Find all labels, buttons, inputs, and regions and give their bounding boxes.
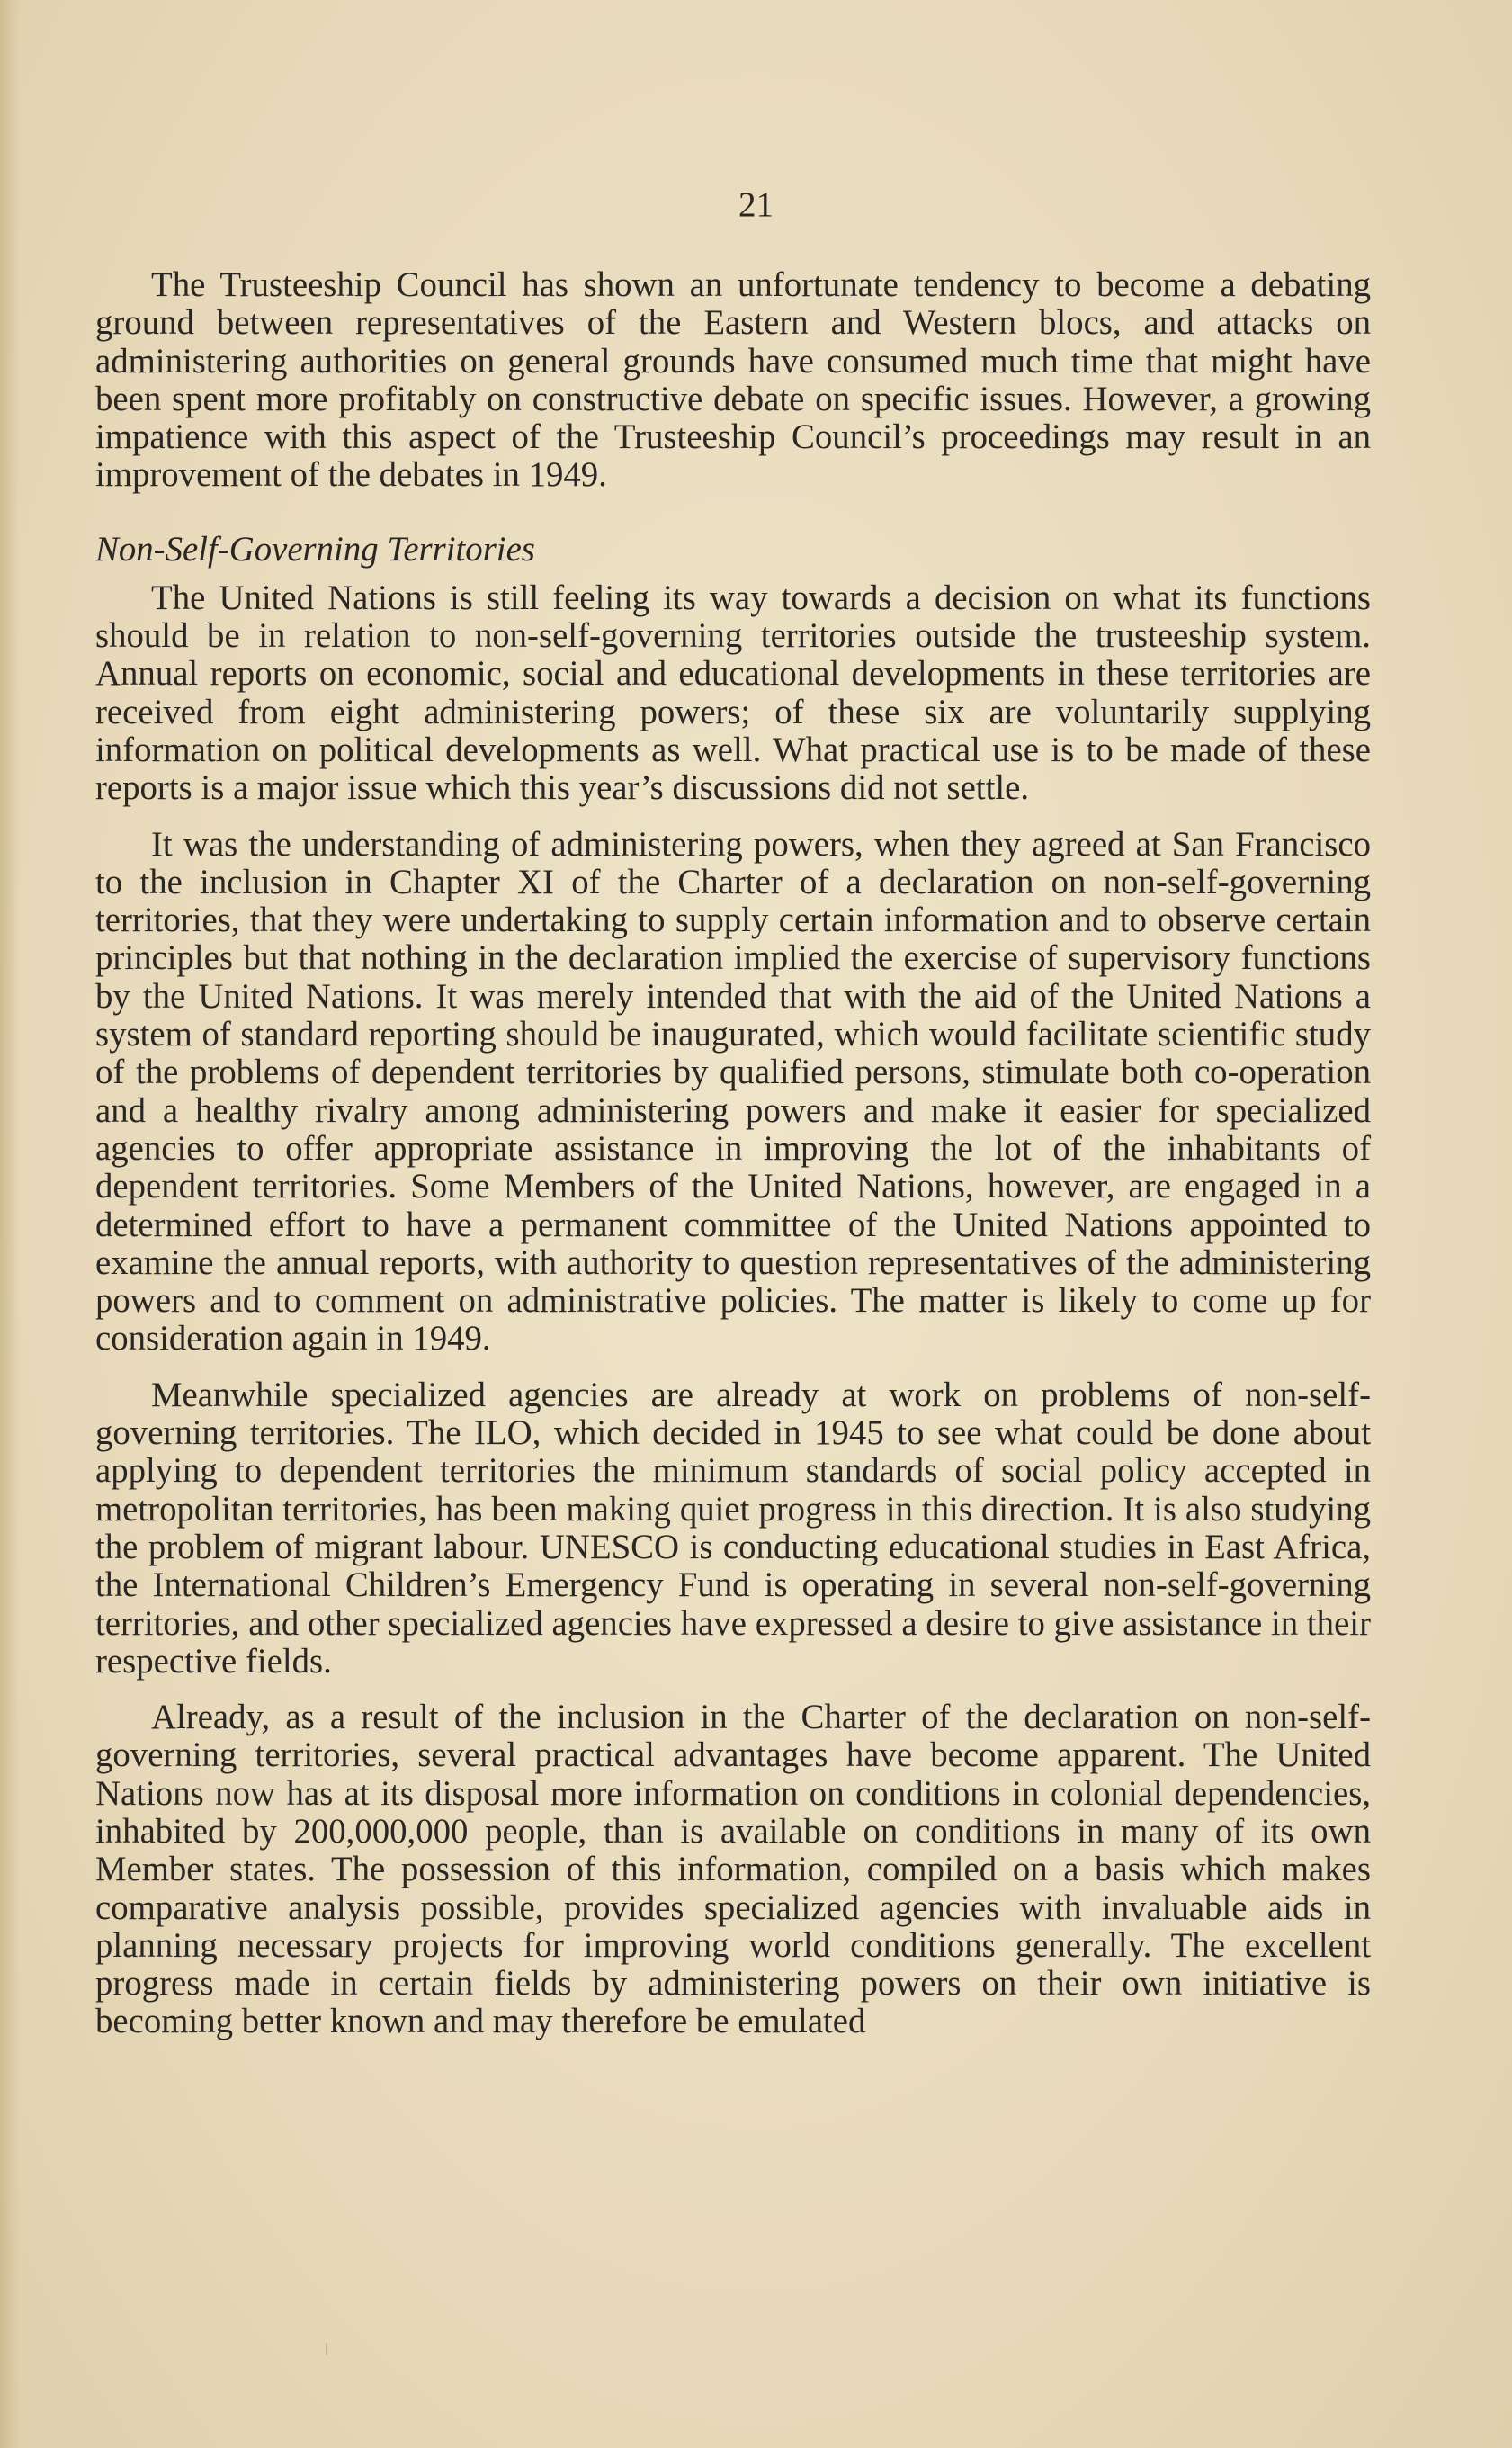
paragraph-trusteeship-council: The Trusteeship Council has shown an unfortunate tendency to become a debating ground between representatives of the Eastern and Western blocs, and attacks on administering authorities on general grounds have consumed much time that might have been spent more profitably on constructive debate on specific issues. However, a growing impatience with this aspect of the Trusteeship Council’s proceedings may result in an improvement of the debates in 1949. <box>95 265 1371 495</box>
paragraph-practical-advantages: Already, as a result of the inclusion in the Charter of the declaration on non-self-governing territories, several practical advantages have become apparent. The United Nations now has at its disposal more information on conditions in colonial dependencies, inhabited by 200,000,000 people, than is available on conditions in many of its own Member states. The possession of this information, compiled on a basis which makes comparative analysis possible, provides specialized agencies with invaluable aids in planning necessary projects for improving world conditions generally. The excellent progress made in certain fields by administering powers on their own initiative is becoming better known and may therefore be emulated <box>95 1698 1371 2041</box>
body-text <box>95 266 1371 2041</box>
paragraph-san-francisco: It was the understanding of administering powers, when they agreed at San Francisco to the inclusion in Chapter XI of the Charter of a declaration on non-self-governing territories, that they were undertaking to supply certain information and to observe certain principles but that nothing in the declaration implied the exercise of supervisory functions by the United Nations. It was merely intended that with the aid of the United Nations a system of standard reporting should be inaugurated, which would facilitate scientific study of the problems of dependent territories by qualified persons, stimulate both co-operation and a healthy rivalry among administering powers and make it easier for specialized agencies to offer appropriate assistance in improving the lot of the inhabitants of dependent territories. Some Members of the United Nations, however, are engaged in a determined effort to have a permanent committee of the United Nations appointed to examine the annual reports, with authority to question representatives of the administering powers and to comment on administrative policies. The matter is likely to come up for consideration again in 1949. <box>95 824 1371 1359</box>
paragraph-specialized-agencies: Meanwhile specialized agencies are already at work on problems of non-self-governing territories. The ILO, which decided in 1945 to see what could be done about applying to dependent territories the minimum standards of social policy accepted in metropolitan territories, has been making quiet progress in this direction. It is also studying the problem of migrant labour. UNESCO is conducting educational studies in East Africa, the International Children’s Emergency Fund is operating in several non-self-governing territories, and other specialized agencies have expressed a desire to give assistance in their respective fields. <box>95 1375 1371 1681</box>
page-binding-shadow <box>0 0 20 2448</box>
paragraph-un-functions: The United Nations is still feeling its way towards a decision on what its functions should be in relation to non-self-governing territories outside the trusteeship system. Annual reports on economic, social and educational developments in these territories are received from eight administering powers; of these six are voluntarily supplying information on political developments as well. What practical use is to be made of these reports is a major issue which this year’s discussions did not settle. <box>95 578 1371 808</box>
paper-mark <box>326 2343 327 2355</box>
section-heading: Non-Self-Governing Territories <box>95 529 535 569</box>
page-number: 21 <box>738 185 774 224</box>
